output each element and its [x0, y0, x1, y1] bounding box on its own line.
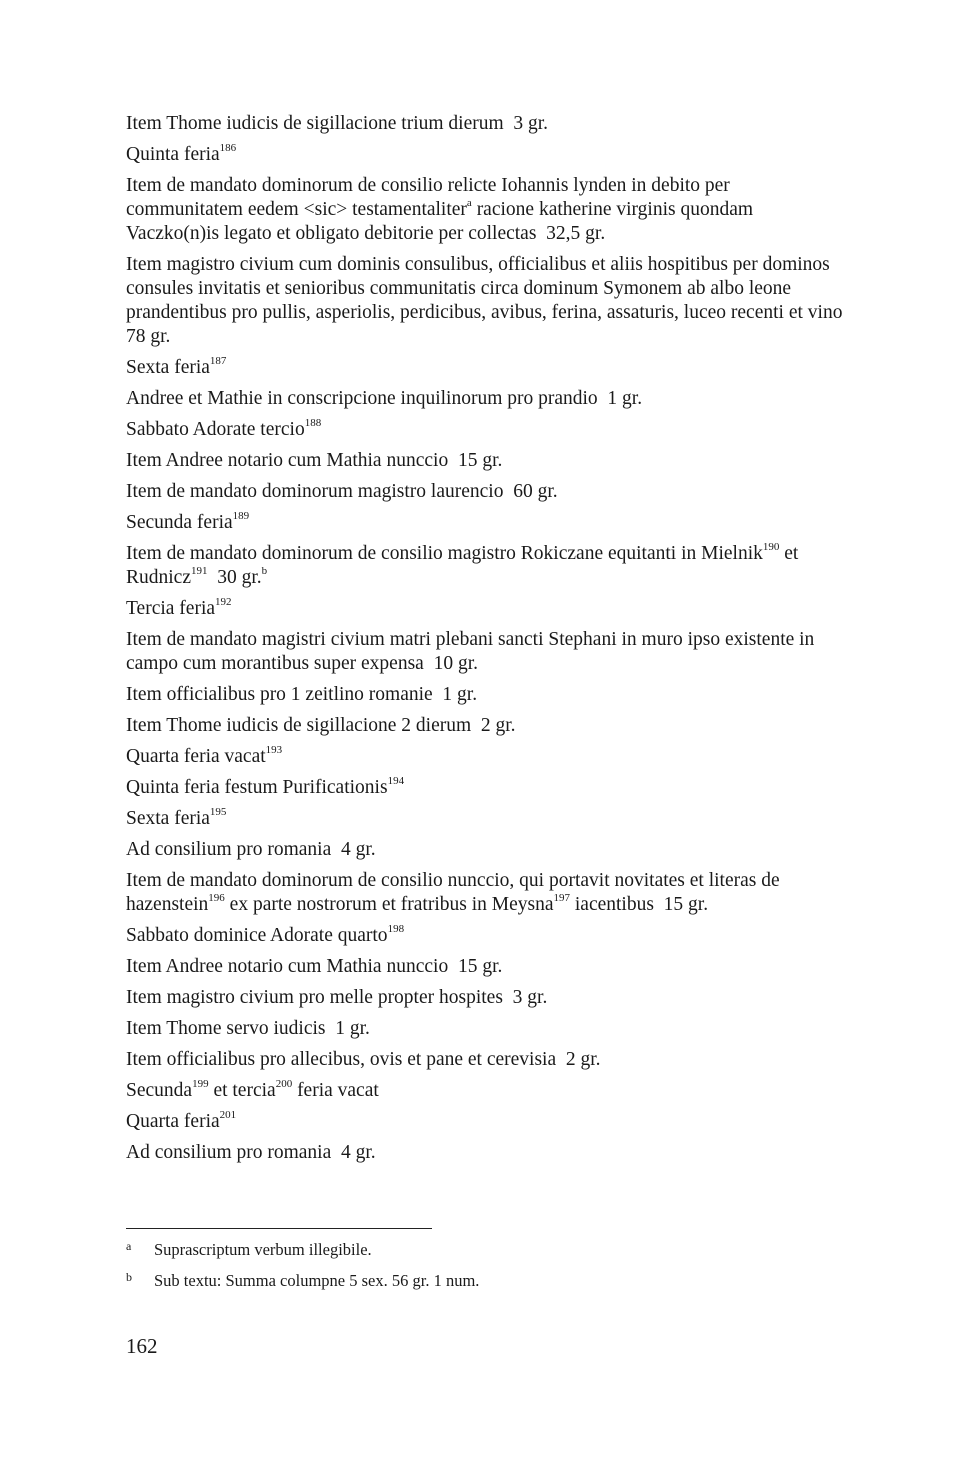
text-entry: [126, 418, 846, 442]
text-entry: [126, 1048, 846, 1072]
footnote-ref: 199: [192, 1078, 209, 1090]
entry-text: Ad consilium pro romania 4 gr.: [126, 1142, 376, 1163]
footnotes: [126, 1240, 846, 1302]
text-entry: [126, 449, 846, 473]
text-entry: [126, 986, 846, 1010]
footnote: [126, 1240, 846, 1260]
entry-text: Sexta feria: [126, 357, 210, 378]
footnote-ref: 194: [387, 775, 405, 787]
entry-text: Item Andree notario cum Mathia nunccio 15 gr.: [126, 450, 503, 471]
text-entry: [126, 628, 846, 676]
text-entry: [126, 869, 846, 917]
footnote-mark: b: [126, 1270, 132, 1284]
entry-text: Item Thome iudicis de sigillacione trium dierum 3 gr.: [126, 113, 549, 134]
entry-text: Sabbato Adorate tercio: [126, 419, 305, 440]
footnote-ref: 201: [219, 1109, 237, 1121]
entry-text: Sexta feria: [126, 808, 210, 829]
footnote: [126, 1271, 846, 1291]
footnote-ref: 189: [232, 510, 250, 522]
text-entry: [126, 955, 846, 979]
entry-text: Item de mandato dominorum magistro laurencio 60 gr.: [126, 481, 558, 502]
text-entry: [126, 174, 846, 246]
text-entry: [126, 1141, 846, 1165]
entry-text: Quarta feria: [126, 1111, 220, 1132]
footnote-ref: 187: [209, 355, 227, 367]
footnote-ref: 195: [209, 806, 227, 818]
entry-text: Quinta feria: [126, 144, 220, 165]
entry-text: Item de mandato dominorum de consilio magistro Rokiczane equitanti in Mielnik: [126, 543, 763, 564]
text-entry: [126, 112, 846, 136]
entry-text: Ad consilium pro romania 4 gr.: [126, 839, 376, 860]
footnote-ref: a: [466, 197, 472, 209]
text-entry: [126, 387, 846, 411]
entry-text: Andree et Mathie in conscripcione inquilinorum pro prandio 1 gr.: [126, 388, 643, 409]
text-entry: [126, 542, 846, 590]
footnote-ref: 186: [219, 142, 237, 154]
text-entry: [126, 807, 846, 831]
text-entry: [126, 745, 846, 769]
entry-text: Secunda: [126, 1080, 193, 1101]
entry-text: Item officialibus pro 1 zeitlino romanie 1 gr.: [126, 684, 478, 705]
text-entry: [126, 838, 846, 862]
footnote-ref: 197: [553, 892, 570, 904]
entry-text: Quarta feria vacat: [126, 746, 266, 767]
text-entry: [126, 776, 846, 800]
text-entry: [126, 683, 846, 707]
entry-text: iacentibus 15 gr.: [570, 894, 709, 915]
footnote-ref: 200: [275, 1078, 293, 1090]
page-number: 162: [126, 1334, 158, 1358]
entry-text: Secunda feria: [126, 512, 233, 533]
entry-text: ex parte nostrorum et fratribus in Meysna: [224, 894, 554, 915]
text-entry: [126, 1079, 846, 1103]
entry-text: Item Thome iudicis de sigillacione 2 dierum 2 gr.: [126, 715, 516, 736]
text-entry: [126, 1110, 846, 1134]
text-entry: [126, 143, 846, 167]
entry-text: racione katherine virginis quondam Vaczko(n)is legato et obligato debitorie per collectas 32,5 gr.: [126, 199, 758, 244]
text-entry: [126, 924, 846, 948]
entry-text: Quinta feria festum Purificationis: [126, 777, 388, 798]
footnote-text: Suprascriptum verbum illegibile.: [154, 1240, 372, 1259]
text-entry: [126, 480, 846, 504]
entry-text: feria vacat: [292, 1080, 379, 1101]
entry-text: Sabbato dominice Adorate quarto: [126, 925, 388, 946]
footnote-ref: 198: [387, 923, 405, 935]
text-entry: [126, 1017, 846, 1041]
text-entry: [126, 597, 846, 621]
entry-text: Tercia feria: [126, 598, 216, 619]
footnote-ref: 192: [215, 596, 232, 608]
entry-text: 30 gr.: [207, 567, 262, 588]
text-entry: [126, 356, 846, 380]
footnote-ref: b: [261, 565, 268, 577]
entry-text: Item Andree notario cum Mathia nunccio 15 gr.: [126, 956, 503, 977]
footnote-mark: a: [126, 1239, 132, 1253]
footnote-ref: 188: [304, 417, 322, 429]
footnote-ref: 191: [190, 565, 208, 577]
main-text: [126, 112, 853, 1172]
entry-text: et Rudnicz: [126, 543, 804, 588]
entry-text: Item de mandato magistri civium matri plebani sancti Stephani in muro ipso existente in campo cum morantibus super expensa 10 gr.: [126, 629, 820, 674]
entry-text: Item magistro civium pro melle propter hospites 3 gr.: [126, 987, 548, 1008]
footnote-ref: 190: [762, 541, 780, 553]
footnote-text: Sub textu: Summa columpne 5 sex. 56 gr. 1 num.: [154, 1271, 480, 1290]
footnote-ref: 196: [208, 892, 225, 904]
entry-text: Item Thome servo iudicis 1 gr.: [126, 1018, 370, 1039]
entry-text: et tercia: [208, 1080, 276, 1101]
entry-text: Item officialibus pro allecibus, ovis et pane et cerevisia 2 gr.: [126, 1049, 601, 1070]
entry-text: Item de mandato dominorum de consilio nunccio, qui portavit novitates et literas de hazenstein: [126, 870, 785, 915]
text-entry: [126, 511, 846, 535]
text-entry: [126, 253, 853, 349]
entry-text: Item de mandato dominorum de consilio relicte Iohannis lynden in debito per communitatem eedem <sic> testamentaliter: [126, 175, 735, 220]
footnote-ref: 193: [265, 744, 283, 756]
entry-text: Item magistro civium cum dominis consulibus, officialibus et aliis hospitibus per dominos consules invitatis et senioribus communitatis circa dominum Symonem ab albo leone prandentibus pro pullis, asperiolis, perdicibus, avibus, ferina, assaturis, luceo recenti et vino 78 gr.: [126, 254, 853, 347]
footnote-divider: [126, 1228, 432, 1229]
text-entry: [126, 714, 846, 738]
